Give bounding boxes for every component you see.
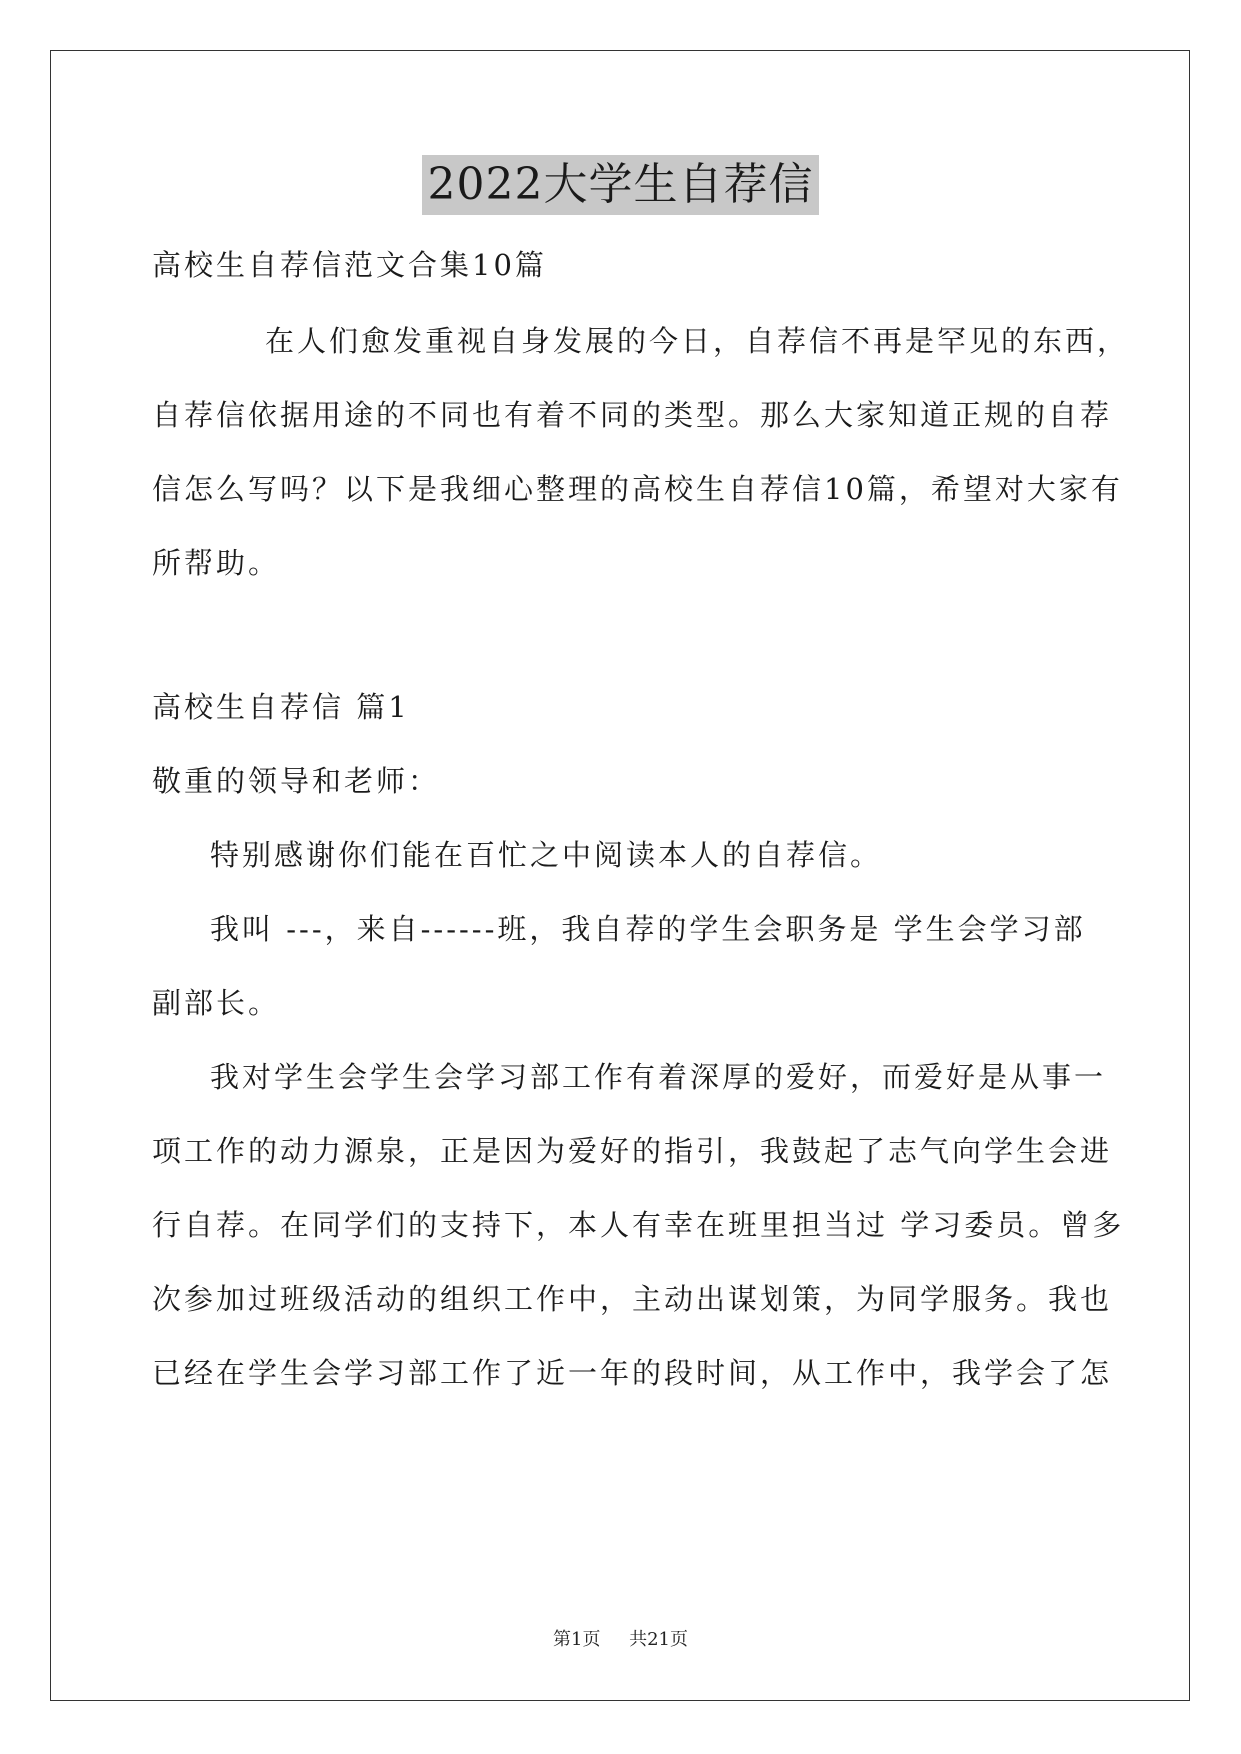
title-wrap <box>0 155 1241 215</box>
page-border <box>50 50 1190 1701</box>
salutation-line: 敬重的领导和老师： <box>152 764 441 798</box>
body-line: 已经在学生会学习部工作了近一年的段时间，从工作中，我学会了怎 <box>152 1356 1113 1390</box>
body-line: 副部长。 <box>152 986 281 1020</box>
document-title: 2022大学生自荐信 <box>422 155 820 215</box>
body-line: 我叫 ---，来自------班，我自荐的学生会职务是 学生会学习部 <box>210 912 1086 946</box>
body-line: 次参加过班级活动的组织工作中，主动出谋划策，为同学服务。我也 <box>152 1282 1113 1316</box>
body-line: 项工作的动力源泉，正是因为爱好的指引，我鼓起了志气向学生会进 <box>152 1134 1113 1168</box>
subtitle-line: 高校生自荐信范文合集10篇 <box>152 248 547 282</box>
section-heading: 高校生自荐信 篇1 <box>152 690 410 724</box>
body-line: 我对学生会学生会学习部工作有着深厚的爱好，而爱好是从事一 <box>210 1060 1107 1094</box>
body-line: 所帮助。 <box>152 546 281 580</box>
body-line: 行自荐。在同学们的支持下，本人有幸在班里担当过 学习委员。曾多 <box>152 1208 1125 1242</box>
page-footer <box>0 1625 1241 1651</box>
page-number: 第1页 <box>553 1629 601 1650</box>
body-line: 在人们愈发重视自身发展的今日，自荐信不再是罕见的东西， <box>265 324 1130 358</box>
page-total: 共21页 <box>629 1629 688 1650</box>
body-line: 自荐信依据用途的不同也有着不同的类型。那么大家知道正规的自荐 <box>152 398 1113 432</box>
body-line: 信怎么写吗？以下是我细心整理的高校生自荐信10篇，希望对大家有 <box>152 472 1123 506</box>
body-line: 特别感谢你们能在百忙之中阅读本人的自荐信。 <box>210 838 883 872</box>
